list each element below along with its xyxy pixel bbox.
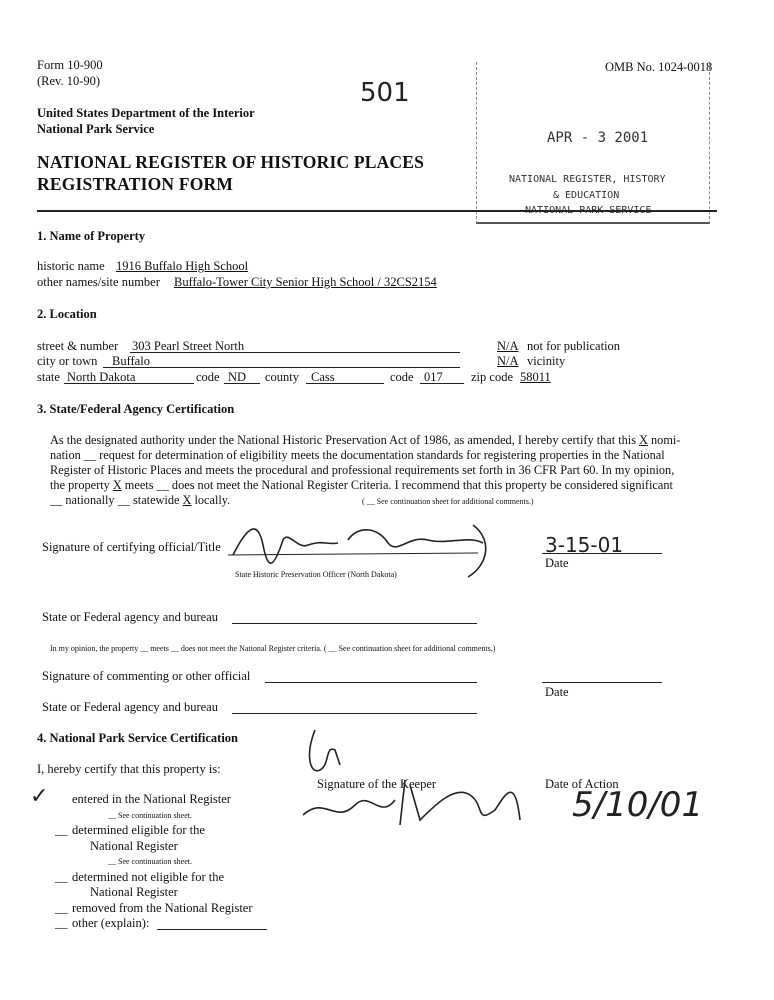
section4-heading: 4. National Park Service Certification bbox=[37, 731, 238, 745]
commenting-date-label: Date bbox=[545, 685, 569, 699]
date-of-action-value: 5/10/01 bbox=[572, 785, 704, 825]
agency-bureau-underline-2 bbox=[232, 713, 477, 714]
certifying-signature-label: Signature of certifying official/Title bbox=[42, 540, 221, 554]
department-name: United States Department of the Interior bbox=[37, 106, 255, 120]
continuation-note: ( __ See continuation sheet for additional comments.) bbox=[362, 497, 534, 506]
header-divider bbox=[37, 210, 717, 212]
option-eligible-mark: __ bbox=[55, 823, 68, 837]
form-number: Form 10-900 bbox=[37, 58, 103, 72]
county-code-underline bbox=[420, 383, 464, 384]
state-label: state bbox=[37, 370, 60, 384]
certification-line1: As the designated authority under the National Historic Preservation Act of 1986, as amended, I hereby certify that this X nomi- bbox=[50, 433, 681, 447]
received-stamp bbox=[476, 60, 713, 224]
certify-text: I, hereby certify that this property is: bbox=[37, 762, 221, 776]
county-code-value: 017 bbox=[424, 370, 443, 384]
opinion-text: In my opinion, the property __ meets __ does not meet the National Register criteria. ( __ See continuation sheet for additional comments.) bbox=[50, 644, 496, 653]
county-label: county bbox=[265, 370, 300, 384]
certification-line2: nation __ request for determination of eligibility meets the documentation standards for registering properties in the National bbox=[50, 448, 665, 462]
option-not-eligible-label2: National Register bbox=[90, 885, 178, 899]
county-underline bbox=[306, 383, 384, 384]
section2-heading: 2. Location bbox=[37, 307, 97, 321]
omb-number: OMB No. 1024-0018 bbox=[605, 60, 713, 74]
option-not-eligible-mark: __ bbox=[55, 870, 68, 884]
vicinity-label: vicinity bbox=[527, 354, 566, 368]
stamp-line3: NATIONAL PARK SERVICE bbox=[525, 205, 652, 216]
keeper-signature-label: Signature of the Keeper bbox=[317, 777, 437, 791]
state-value: North Dakota bbox=[67, 370, 136, 384]
date-of-action-label: Date of Action bbox=[545, 777, 619, 791]
city-underline bbox=[103, 367, 460, 368]
certification-line3: Register of Historic Places and meets the procedural and professional requirements set forth in 36 CFR Part 60. In my opinion, bbox=[50, 463, 675, 477]
option-eligible-note: __ See continuation sheet. bbox=[108, 857, 192, 866]
commenting-signature-label: Signature of commenting or other official bbox=[42, 669, 251, 683]
historic-name-label: historic name bbox=[37, 259, 105, 273]
service-name: National Park Service bbox=[37, 122, 155, 136]
street-underline bbox=[130, 352, 460, 353]
not-for-publication-value: N/A bbox=[497, 339, 519, 353]
zip-value: 58011 bbox=[520, 370, 551, 384]
commenting-date-underline bbox=[542, 682, 662, 683]
official-title: State Historic Preservation Officer (North Dakota) bbox=[235, 570, 397, 579]
option-entered-checkmark: ✓ bbox=[30, 784, 49, 809]
vicinity-value: N/A bbox=[497, 354, 519, 368]
certification-date-value: 3-15-01 bbox=[545, 533, 624, 557]
commenting-signature-underline bbox=[265, 682, 477, 683]
historic-name-value: 1916 Buffalo High School bbox=[116, 259, 249, 273]
keeper-signature bbox=[295, 725, 555, 835]
certification-line5: __ nationally __ statewide X locally. bbox=[50, 493, 231, 507]
certification-date-label: Date bbox=[545, 556, 569, 570]
handwritten-number: 501 bbox=[360, 78, 410, 108]
form-revision: (Rev. 10-90) bbox=[37, 74, 101, 88]
street-value: 303 Pearl Street North bbox=[132, 339, 245, 353]
other-names-label: other names/site number bbox=[37, 275, 160, 289]
agency-bureau-label: State or Federal agency and bureau bbox=[42, 610, 218, 624]
option-removed-label: removed from the National Register bbox=[72, 901, 253, 915]
certification-date-underline bbox=[542, 553, 662, 554]
state-code-underline bbox=[224, 383, 260, 384]
option-eligible-label: determined eligible for the bbox=[72, 823, 205, 837]
other-names-value: Buffalo-Tower City Senior High School / 32CS2154 bbox=[174, 275, 437, 289]
option-entered-label: entered in the National Register bbox=[72, 792, 231, 806]
stamp-line1: NATIONAL REGISTER, HISTORY bbox=[509, 174, 666, 185]
county-value: Cass bbox=[311, 370, 335, 384]
city-label: city or town bbox=[37, 354, 98, 368]
certification-line4: the property X meets __ does not meet the National Register Criteria. I recommend that this property be considered significant bbox=[50, 478, 673, 492]
state-code-label: code bbox=[196, 370, 220, 384]
option-other-mark: __ bbox=[55, 916, 68, 930]
section3-heading: 3. State/Federal Agency Certification bbox=[37, 402, 235, 416]
option-eligible-label2: National Register bbox=[90, 839, 178, 853]
agency-bureau-label-2: State or Federal agency and bureau bbox=[42, 700, 218, 714]
city-value: Buffalo bbox=[112, 354, 150, 368]
stamp-line2: & EDUCATION bbox=[553, 190, 620, 201]
stamp-date: APR - 3 2001 bbox=[547, 130, 649, 146]
option-other-underline bbox=[157, 929, 267, 930]
zip-label: zip code bbox=[471, 370, 513, 384]
street-label: street & number bbox=[37, 339, 119, 353]
option-not-eligible-label: determined not eligible for the bbox=[72, 870, 225, 884]
form-title-line2: REGISTRATION FORM bbox=[37, 174, 234, 194]
section1-heading: 1. Name of Property bbox=[37, 229, 146, 243]
option-removed-mark: __ bbox=[55, 901, 68, 915]
state-code-value: ND bbox=[228, 370, 247, 384]
form-title-line1: NATIONAL REGISTER OF HISTORIC PLACES bbox=[37, 152, 425, 172]
not-for-publication-label: not for publication bbox=[527, 339, 621, 353]
county-code-label: code bbox=[390, 370, 414, 384]
state-underline bbox=[64, 383, 194, 384]
option-other-label: other (explain): bbox=[72, 916, 150, 930]
agency-bureau-underline bbox=[232, 623, 477, 624]
option-entered-note: __ See continuation sheet. bbox=[108, 811, 192, 820]
